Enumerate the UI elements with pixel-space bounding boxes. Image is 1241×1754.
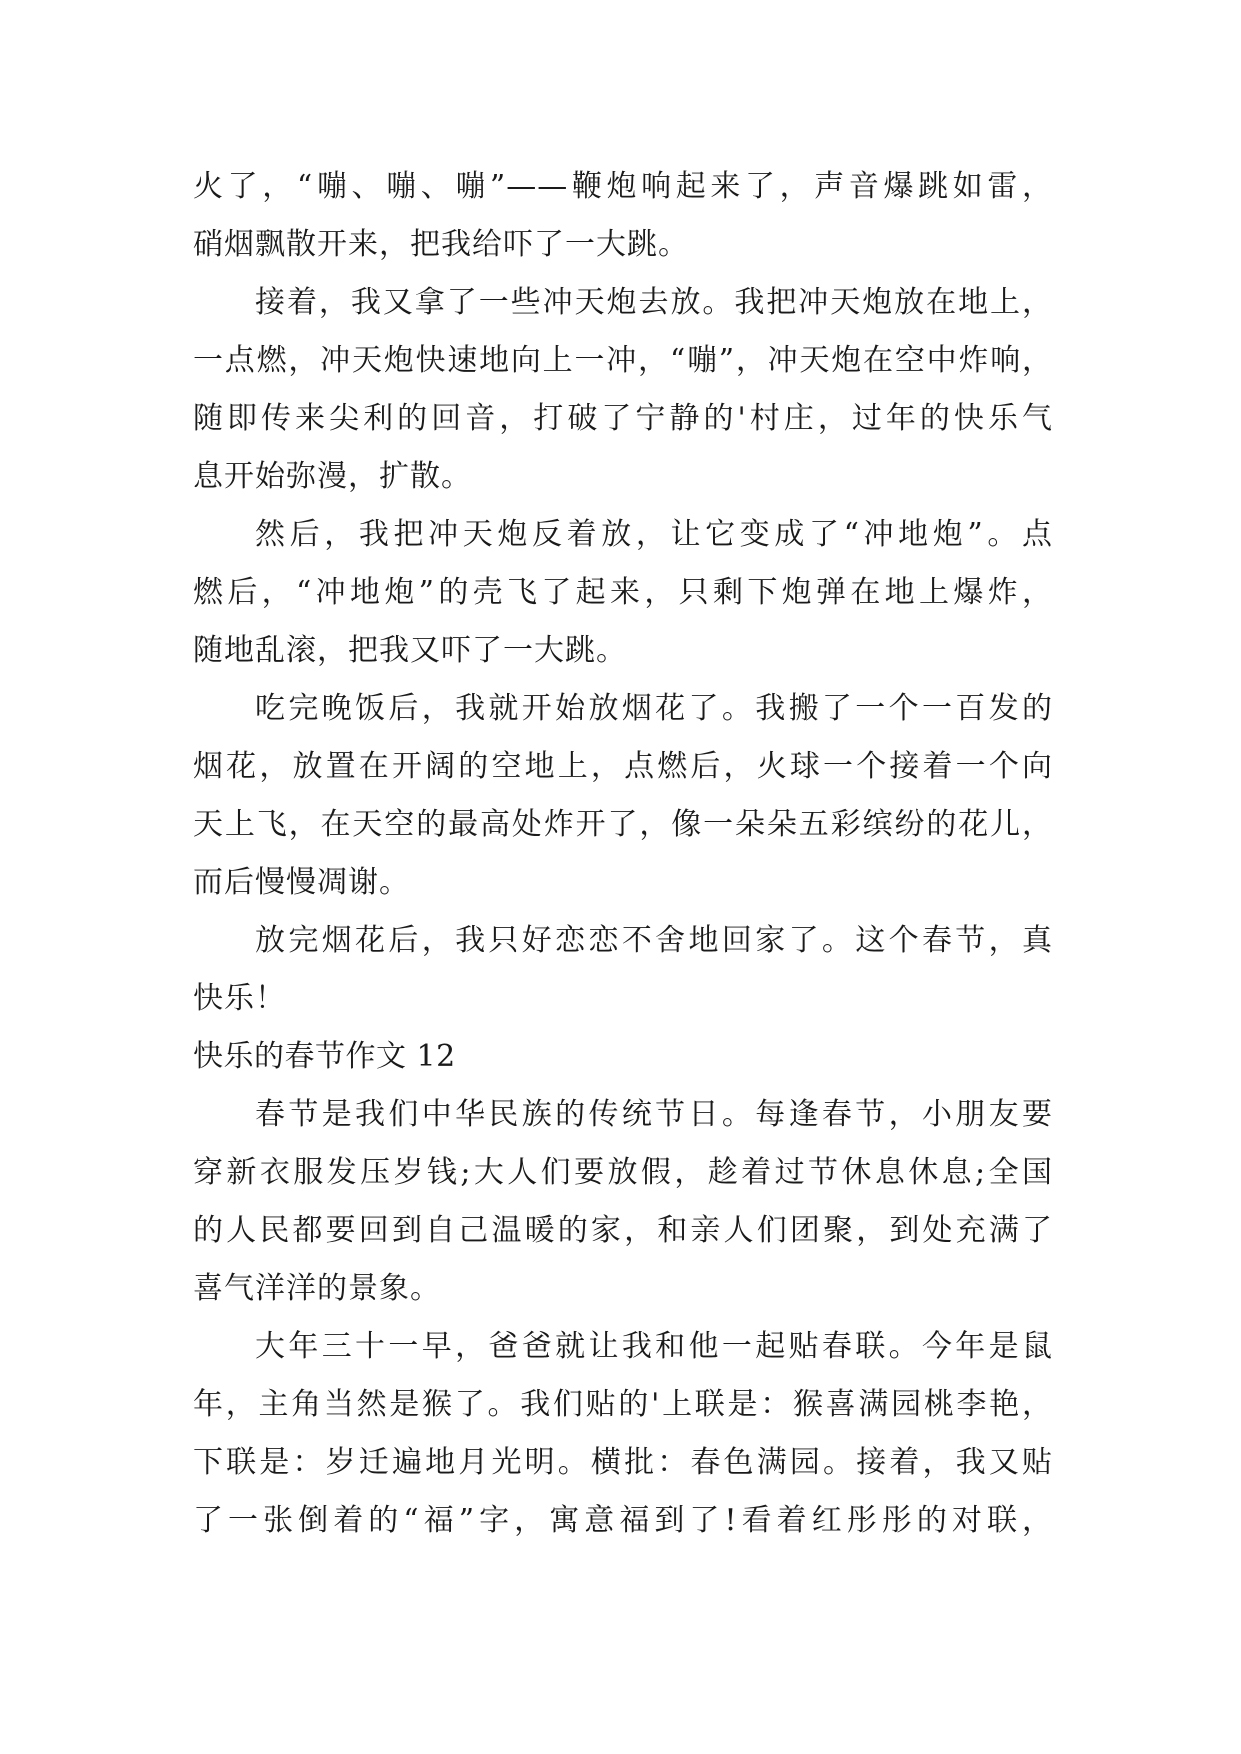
text-line: 了一张倒着的“福”字，寓意福到了!看着红彤彤的对联， [193,1503,1053,1538]
text-line: 年，主角当然是猴了。我们贴的'上联是：猴喜满园桃李艳， [193,1387,1053,1422]
text-line: 快乐！ [193,981,286,1016]
text-line: 下联是：岁迁遍地月光明。横批：春色满园。接着，我又贴 [193,1445,1053,1480]
text-line: 一点燃，冲天炮快速地向上一冲，“嘣”，冲天炮在空中炸响， [193,343,1053,378]
text-line: 接着，我又拿了一些冲天炮去放。我把冲天炮放在地上， [255,285,1053,320]
text-line: 息开始弥漫，扩散。 [193,459,472,494]
text-line: 随即传来尖利的回音，打破了宁静的'村庄，过年的快乐气 [193,401,1053,436]
text-line: 喜气洋洋的景象。 [193,1271,441,1306]
text-line: 硝烟飘散开来，把我给吓了一大跳。 [193,227,689,262]
article-body [193,158,1053,1550]
text-line: 随地乱滚，把我又吓了一大跳。 [193,633,627,668]
text-line: 燃后，“冲地炮”的壳飞了起来，只剩下炮弹在地上爆炸， [193,575,1053,610]
text-line: 的人民都要回到自己温暖的家，和亲人们团聚，到处充满了 [193,1213,1053,1248]
text-line: 穿新衣服发压岁钱;大人们要放假，趁着过节休息休息;全国 [193,1155,1053,1190]
section-heading: 快乐的春节作文 12 [193,1039,456,1074]
text-line: 吃完晚饭后，我就开始放烟花了。我搬了一个一百发的 [255,691,1053,726]
text-line: 放完烟花后，我只好恋恋不舍地回家了。这个春节，真 [255,923,1053,958]
text-line: 烟花，放置在开阔的空地上，点燃后，火球一个接着一个向 [193,749,1053,784]
text-line: 春节是我们中华民族的传统节日。每逢春节，小朋友要 [255,1097,1053,1132]
text-line: 火了，“嘣、嘣、嘣”——鞭炮响起来了，声音爆跳如雷， [193,169,1053,204]
text-line: 天上飞，在天空的最高处炸开了，像一朵朵五彩缤纷的花儿， [193,807,1053,842]
text-line: 然后，我把冲天炮反着放，让它变成了“冲地炮”。点 [255,517,1053,552]
text-line: 大年三十一早，爸爸就让我和他一起贴春联。今年是鼠 [255,1329,1053,1364]
text-line: 而后慢慢凋谢。 [193,865,410,900]
